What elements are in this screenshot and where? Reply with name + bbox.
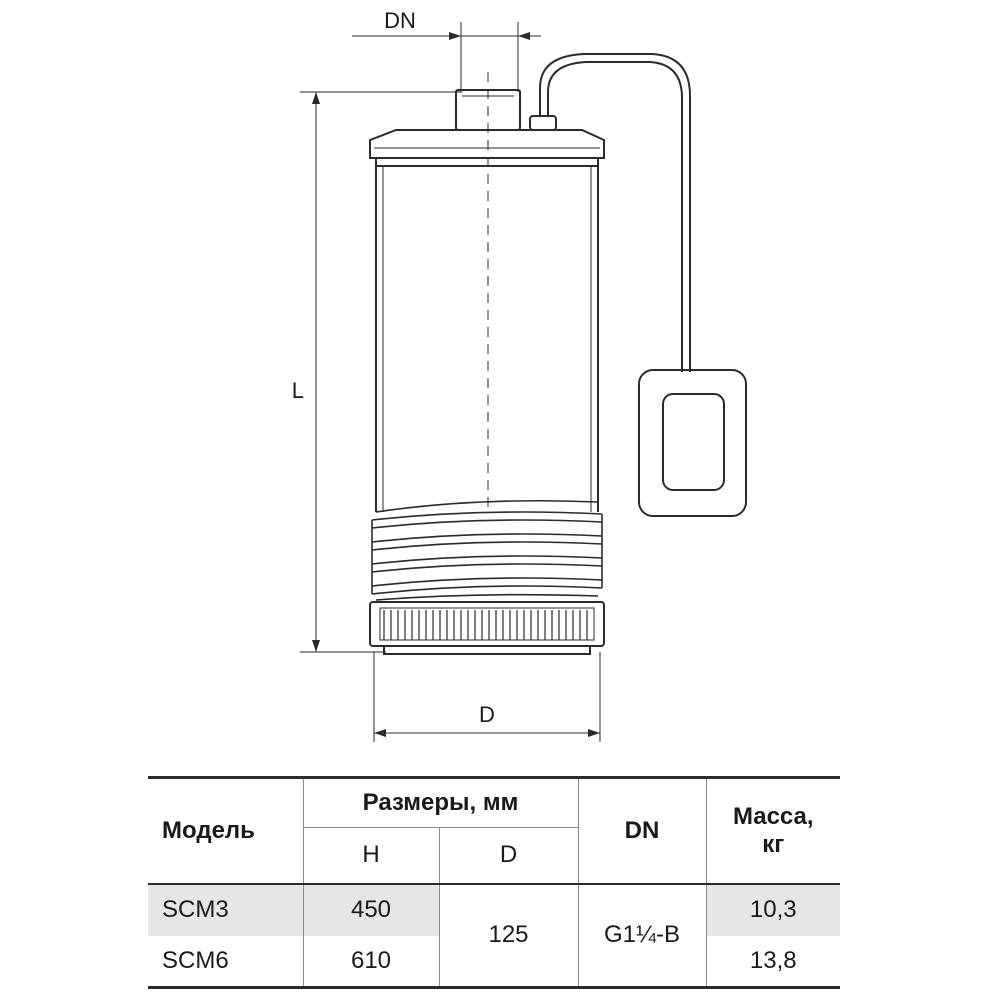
intake-strainer (370, 602, 604, 646)
mass-header-line1: Масса, (732, 802, 814, 830)
dn-header: DN (578, 778, 706, 884)
diameter-label: D (479, 702, 495, 727)
model-cell: SCM6 (148, 936, 303, 988)
diameter-dimension (374, 652, 600, 742)
dn-label: DN (384, 8, 416, 33)
threaded-section (372, 501, 602, 600)
d-header: D (439, 828, 578, 884)
mass-cell: 13,8 (706, 936, 840, 988)
pump-base (384, 646, 590, 654)
table-row (148, 884, 840, 936)
pump-top-cap (370, 130, 604, 166)
dimensions-header: Размеры, мм (303, 778, 578, 828)
model-header: Модель (148, 778, 303, 884)
mass-cell: 10,3 (706, 884, 840, 936)
model-cell: SCM3 (148, 884, 303, 936)
d-cell: 125 (439, 884, 578, 988)
h-cell: 610 (303, 936, 439, 988)
cable-gland (530, 116, 556, 130)
length-label: L (291, 378, 304, 403)
h-cell: 450 (303, 884, 439, 936)
dn-dimension (352, 22, 541, 92)
length-dimension (300, 92, 462, 652)
mass-header-line2: кг (762, 830, 785, 858)
h-header: H (303, 828, 439, 884)
dn-cell: G1¼-B (578, 884, 706, 988)
pump-body (376, 166, 598, 512)
mass-header (706, 778, 840, 884)
specifications-table (148, 776, 840, 989)
float-switch-cable (540, 54, 690, 372)
float-switch (639, 370, 746, 516)
